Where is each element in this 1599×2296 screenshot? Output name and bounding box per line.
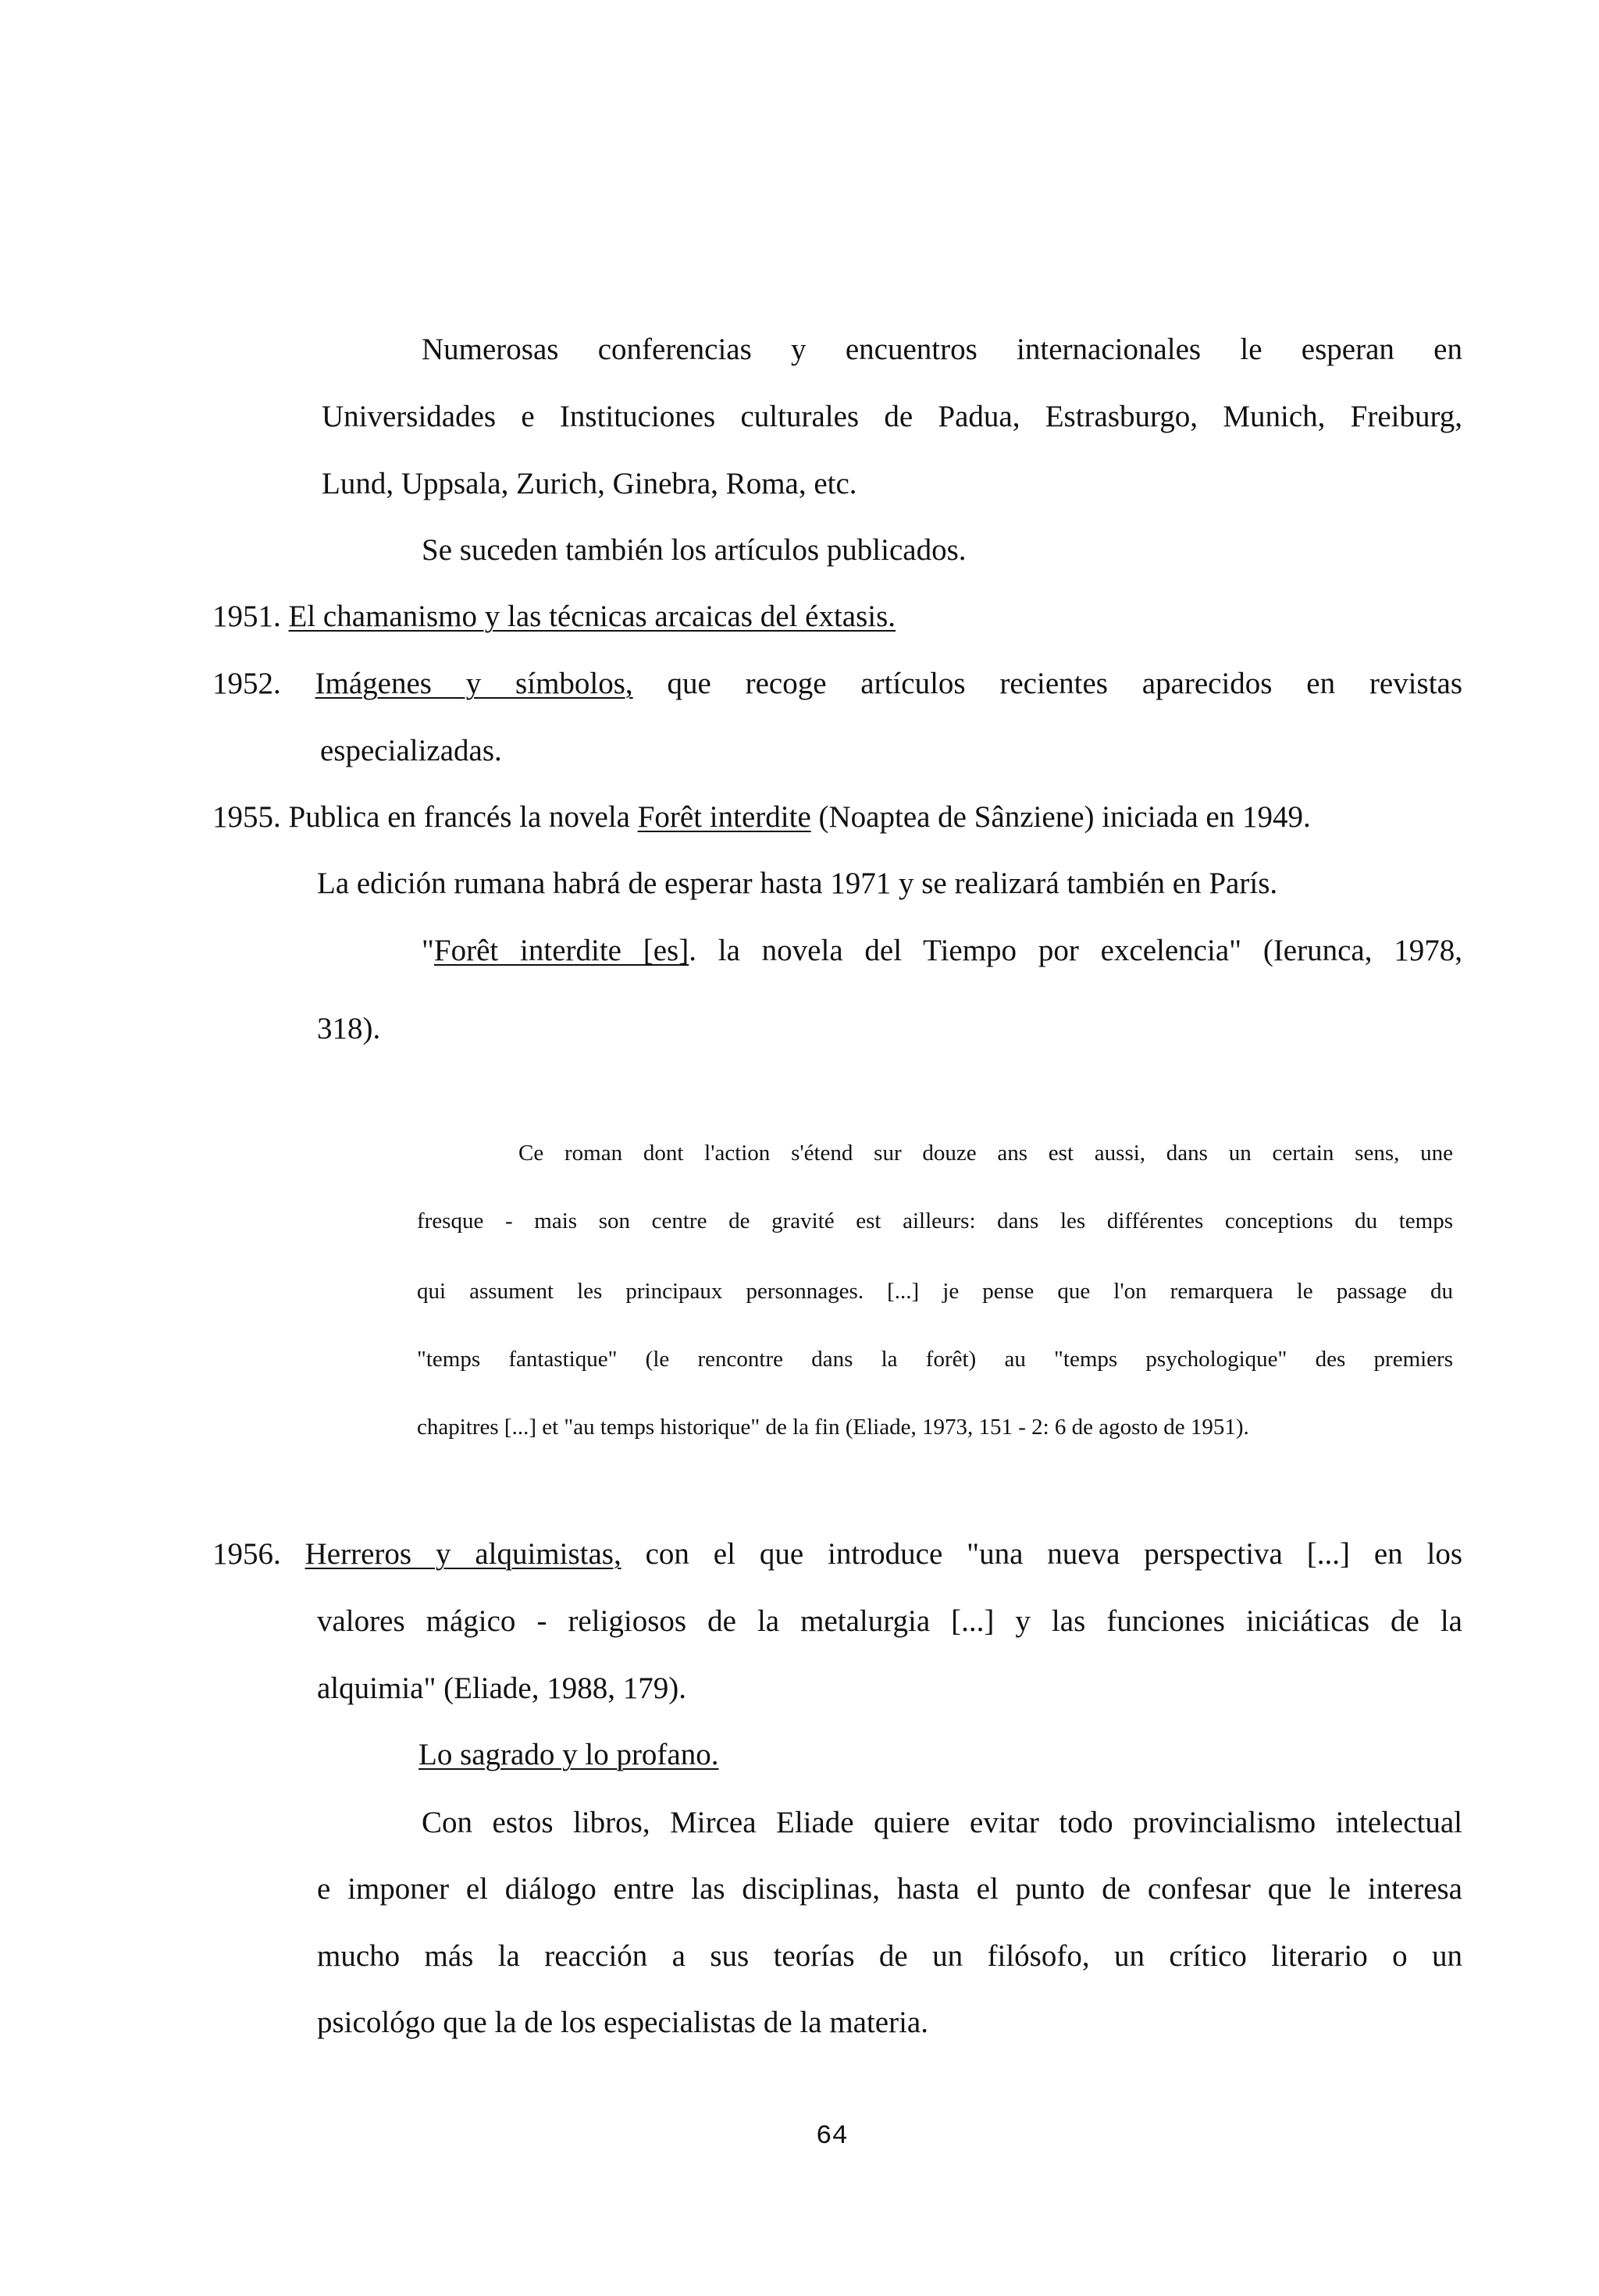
book-title: Imágenes y símbolos, — [315, 667, 633, 700]
paragraph-line: Universidades e Instituciones culturales de Padua, Estrasburgo, Munich, Freiburg, — [322, 400, 1462, 433]
entry-continuation: La edición rumana habrá de esperar hasta 1971 y se realizará también en París. — [317, 867, 1278, 900]
block-quote-line: chapitres [...] et "au temps historique" de la fin (Eliade, 1973, 151 - 2: 6 de agosto de 1951). — [417, 1415, 1249, 1440]
book-title: Lo sagrado y lo profano. — [418, 1738, 719, 1771]
paragraph-line: Lund, Uppsala, Zurich, Ginebra, Roma, etc. — [322, 467, 857, 500]
book-title: Forêt interdite — [637, 800, 811, 834]
block-quote-line: Ce roman dont l'action s'étend sur douze ans est aussi, dans un certain sens, une — [518, 1141, 1453, 1166]
paragraph-line: Numerosas conferencias y encuentros internacionales le esperan en — [422, 333, 1462, 366]
block-quote-line: fresque - mais son centre de gravité est ailleurs: dans les différentes conceptions du temps — [417, 1209, 1453, 1233]
entry-1951 — [212, 601, 896, 632]
citation-continuation: 318). — [317, 1012, 381, 1045]
entry-continuation: alquimia" (Eliade, 1988, 179). — [317, 1671, 686, 1705]
entry-1956 — [212, 1539, 1462, 1569]
citation-line — [422, 935, 1462, 966]
paragraph-line: Con estos libros, Mircea Eliade quiere evitar todo provincialismo intelectual — [422, 1806, 1462, 1839]
entry-year: 1955. — [212, 800, 281, 834]
paragraph-line: e imponer el diálogo entre las disciplinas, hasta el punto de confesar que le interesa — [317, 1872, 1462, 1906]
entry-text: (Noaptea de Sânziene) iniciada en 1949. — [818, 800, 1311, 834]
entry-text: Publica en francés la novela — [288, 800, 630, 834]
book-title: Herreros y alquimistas, — [304, 1537, 621, 1571]
entry-year: 1952. — [212, 667, 281, 700]
block-quote-line: qui assument les principaux personnages. [...] je pense que l'on remarquera le passage du — [417, 1279, 1453, 1304]
entry-year: 1956. — [212, 1537, 281, 1571]
book-title: El chamanismo y las técnicas arcaicas del éxtasis. — [288, 600, 896, 633]
citation-quote-open: " — [422, 934, 434, 967]
citation-text: . la novela del Tiempo por excelencia" (Ierunca, 1978, — [689, 934, 1462, 967]
paragraph-line: psicológo que la de los especialistas de la materia. — [317, 2006, 928, 2039]
entry-1952 — [212, 668, 1462, 699]
entry-continuation: especializadas. — [320, 734, 502, 767]
entry-text: con el que introduce "una nueva perspectiva [...] en los — [645, 1537, 1463, 1571]
entry-text: que recoge artículos recientes aparecidos en revistas — [667, 667, 1463, 700]
page-number: 64 — [816, 2122, 848, 2152]
entry-continuation: valores mágico - religiosos de la metalurgia [...] y las funciones iniciáticas de la — [317, 1604, 1462, 1638]
book-title: Forêt interdite [es] — [433, 934, 689, 967]
paragraph-line: mucho más la reacción a sus teorías de un filósofo, un crítico literario o un — [317, 1939, 1462, 1973]
paragraph-line: Se suceden también los artículos publicados. — [422, 533, 967, 567]
entry-1955 — [212, 802, 1311, 832]
block-quote-line: "temps fantastique" (le rencontre dans la forêt) au "temps psychologique" des premiers — [417, 1347, 1453, 1372]
entry-year: 1951. — [212, 600, 281, 633]
